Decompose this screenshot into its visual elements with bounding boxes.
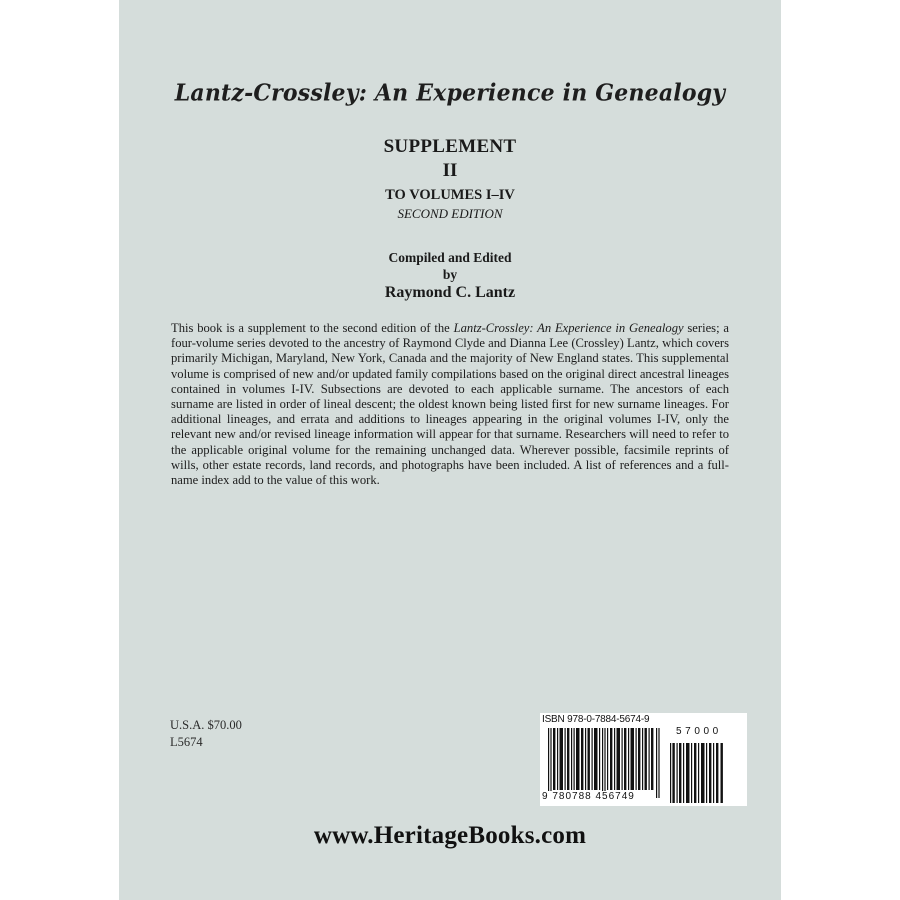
description-series-reference: Lantz-Crossley: An Experience in Genealogy [453,321,684,335]
price-block [170,717,242,750]
barcode-bars-main [548,728,660,798]
supplement-label: SUPPLEMENT [383,136,517,157]
by-label: by [442,267,458,282]
catalog-number: L5674 [170,734,203,749]
barcode-digits-addon: 57000 [676,726,722,737]
compiled-label: Compiled and Edited [388,250,512,265]
barcode-bars-addon [670,743,724,803]
isbn-label: ISBN 978-0-7884-5674-9 [542,714,650,725]
barcode-digits-main: 9 780788 456749 [542,791,635,802]
edition-label: SECOND EDITION [397,206,503,221]
author-name: Raymond C. Lantz [384,284,516,301]
supplement-number: II [442,160,458,181]
isbn-barcode [540,713,747,806]
series-title: Lantz-Crossley: An Experience in Genealogy [174,79,726,107]
volumes-label: TO VOLUMES I–IV [385,187,515,203]
book-back-cover [119,0,781,900]
book-description [171,321,729,488]
description-intro: This book is a supplement to the second edition of the [171,321,454,335]
publisher-website: www.HeritageBooks.com [313,822,587,849]
description-body: series; a four-volume series devoted to the ancestry of Raymond Clyde and Dianna Lee (Crossley) Lantz, which covers primarily Michigan, Maryland, New York, Canada and the majority of New England states. This supplemental volume is comprised of new and/or updated family compilations based on the original direct ancestral lineages contained in volumes I-IV. Subsections are devoted to each applicable surname. The ancestors of each surname are listed in order of lineal descent; the oldest known being listed first for new surname lineages. For additional lineages, and errata and additions to lineages appearing in the original volumes I-IV, only the relevant new and/or revised lineage information will appear for that surname. Researchers will need to refer to the applicable original volume for the remaining unchanged data. Wherever possible, facsimile reprints of wills, other estate records, land records, and photographs have been included. A list of references and a full-name index add to the value of this work. [171,321,729,488]
price: U.S.A. $70.00 [170,718,242,732]
